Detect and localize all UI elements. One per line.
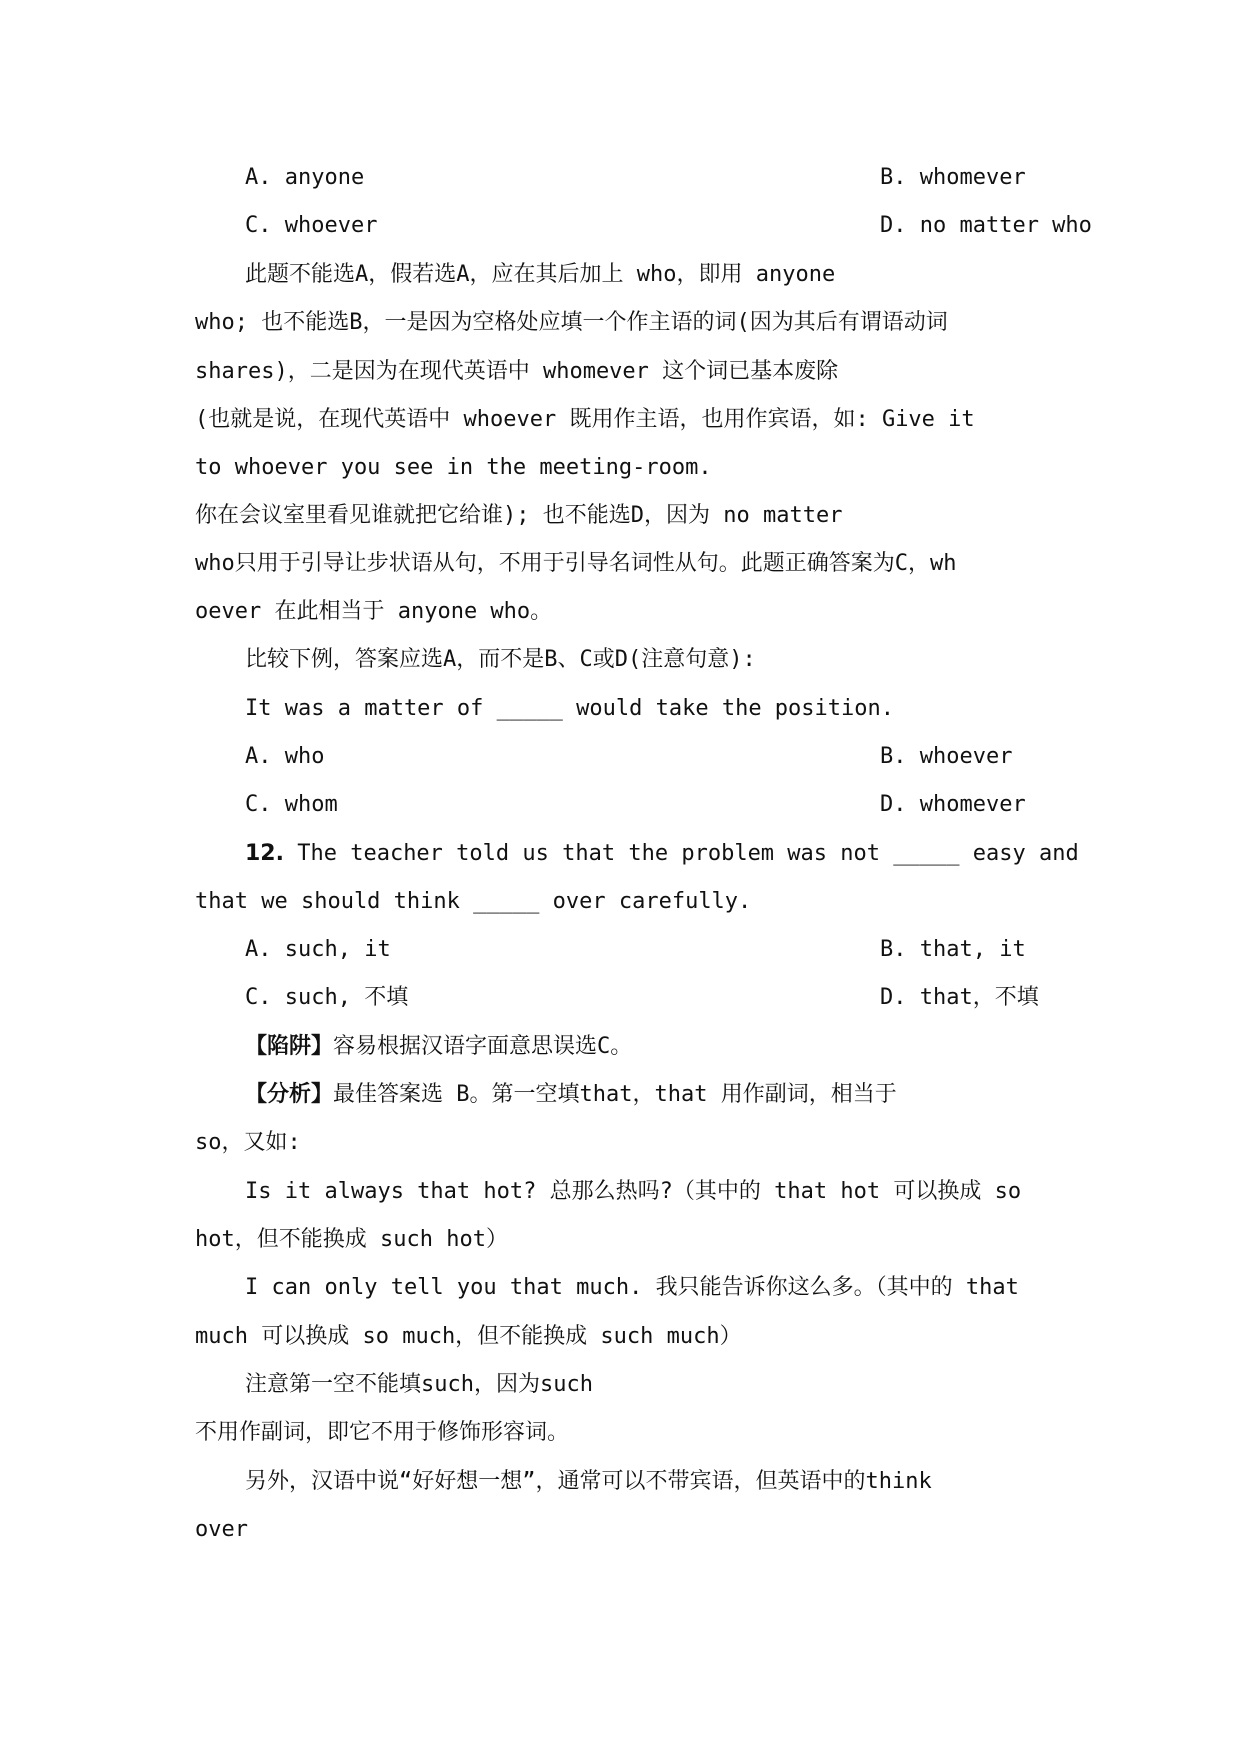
option-row <box>245 983 1055 1013</box>
option-row <box>245 790 1055 820</box>
analysis-line-cont: so，又如: <box>195 1130 301 1155</box>
option-a: A. anyone <box>245 165 365 190</box>
option-b: B. whoever <box>880 744 1013 769</box>
explanation-line: 此题不能选A，假若选A，应在其后加上 who，即用 anyone <box>245 262 836 287</box>
trap-text: 容易根据汉语字面意思误选C。 <box>333 1034 633 1059</box>
example-line: Is it always that hot? 总那么热吗?（其中的 that hot 可以换成 so <box>245 1179 1022 1204</box>
analysis-label: 【分析】 <box>245 1082 334 1107</box>
option-b: B. that, it <box>880 937 1026 962</box>
option-d: D. that，不填 <box>880 985 1039 1010</box>
explanation-line: who只用于引导让步状语从句，不用于引导名词性从句。此题正确答案为C，wh <box>195 551 957 576</box>
analysis-line <box>245 1080 1055 1110</box>
option-a: A. such, it <box>245 937 391 962</box>
option-c: C. whom <box>245 792 338 817</box>
example-line-cont: much 可以换成 so much，但不能换成 such much） <box>195 1324 742 1349</box>
question-text: The teacher told us that the problem was not _____ easy and <box>283 841 1079 866</box>
explanation-line: oever 在此相当于 anyone who。 <box>195 599 553 624</box>
example-line: I can only tell you that much. 我只能告诉你这么多。（其中的 that <box>245 1275 1019 1300</box>
explanation-line: who; 也不能选B，一是因为空格处应填一个作主语的词(因为其后有谓语动词 <box>195 310 948 335</box>
analysis-text: 最佳答案选 B。第一空填that，that 用作副词，相当于 <box>333 1082 897 1107</box>
compare-line: 比较下例，答案应选A，而不是B、C或D(注意句意): <box>245 647 756 672</box>
example-line-cont: hot，但不能换成 such hot） <box>195 1227 508 1252</box>
note-line-cont: 不用作副词，即它不用于修饰形容词。 <box>195 1420 570 1445</box>
explanation-line: (也就是说，在现代英语中 whoever 既用作主语，也用作宾语，如: Give it <box>195 407 975 432</box>
explanation-line: 你在会议室里看见谁就把它给谁); 也不能选D，因为 no matter <box>195 503 843 528</box>
trap-line <box>245 1032 1055 1062</box>
option-row <box>245 163 1055 193</box>
question-12 <box>245 839 1079 869</box>
option-row <box>245 742 1055 772</box>
explanation-line: shares)，二是因为在现代英语中 whomever 这个词已基本废除 <box>195 359 839 384</box>
explanation-line: to whoever you see in the meeting-room. <box>195 455 712 480</box>
option-c: C. such, 不填 <box>245 985 409 1010</box>
trap-label: 【陷阱】 <box>245 1034 334 1059</box>
option-row <box>245 211 1092 241</box>
note-line: 注意第一空不能填such，因为such <box>245 1372 593 1397</box>
also-line: 另外，汉语中说“好好想一想”，通常可以不带宾语，但英语中的think <box>245 1469 932 1494</box>
example-sentence: It was a matter of _____ would take the position. <box>245 696 895 721</box>
also-line-cont: over <box>195 1517 248 1542</box>
question-text-cont: that we should think _____ over carefully. <box>195 889 752 914</box>
option-b: B. whomever <box>880 165 1026 190</box>
option-c: C. whoever <box>245 213 378 238</box>
option-a: A. who <box>245 744 325 769</box>
question-number: 12. <box>245 841 284 866</box>
option-row <box>245 935 1055 965</box>
option-d: D. no matter who <box>880 213 1092 238</box>
option-d: D. whomever <box>880 792 1026 817</box>
